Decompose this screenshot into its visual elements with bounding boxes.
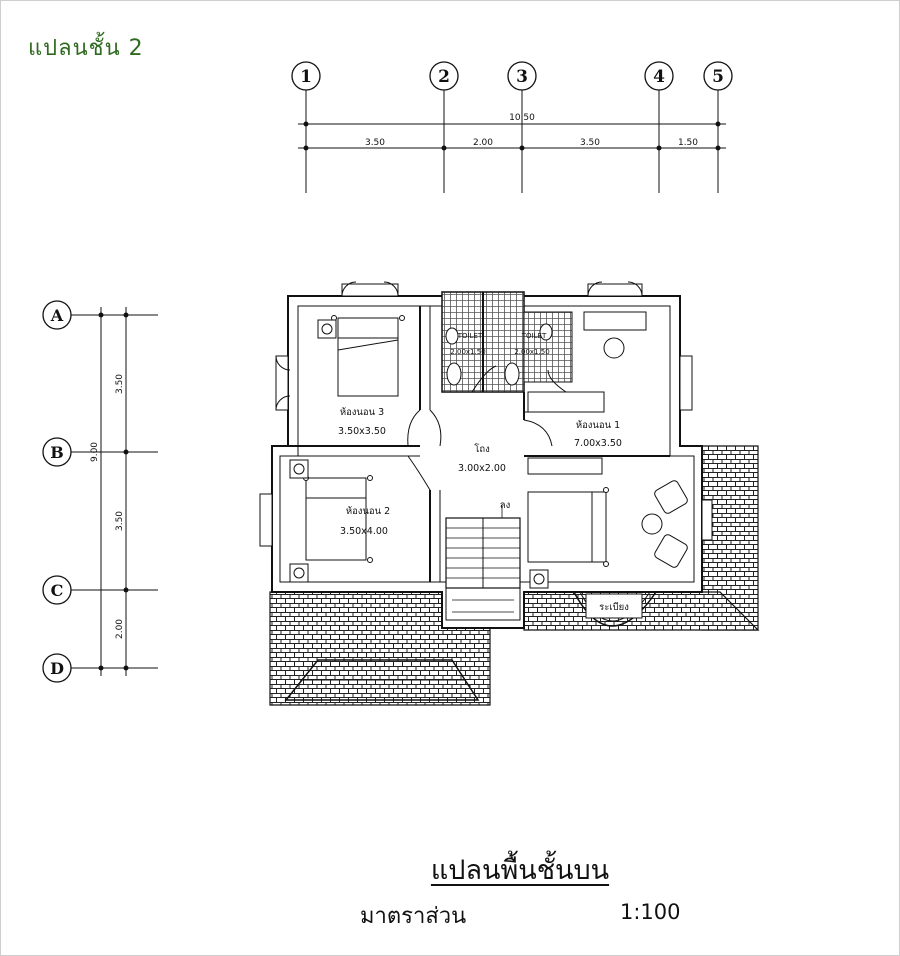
- row-label-d: D: [50, 659, 64, 678]
- row-label-c: C: [50, 581, 64, 600]
- dim-horizontal-total: 10.50: [509, 113, 535, 123]
- room-name-bedroom-3: ห้องนอน 3: [339, 407, 385, 418]
- balcony-label: ระเบียง: [599, 602, 629, 613]
- column-label-1: 1: [300, 67, 312, 87]
- toilet-2-label: TOILET: [521, 332, 547, 340]
- column-label-4: 4: [653, 67, 665, 87]
- column-bubbles: [292, 62, 732, 90]
- room-size-bedroom-1: 7.00x3.50: [574, 438, 622, 449]
- scale-value: 1:100: [620, 900, 681, 924]
- row-label-b: B: [50, 443, 64, 462]
- scale-label: มาตราส่วน: [360, 904, 467, 929]
- dim-v-seg-2: 3.50: [115, 510, 125, 532]
- room-size-hall: 3.00x2.00: [458, 463, 506, 474]
- stair-label: ลง: [499, 500, 511, 511]
- dim-v-seg-1: 3.50: [115, 373, 125, 395]
- column-axes: [298, 90, 726, 193]
- dim-v-seg-3: 2.00: [115, 618, 125, 640]
- toilet-1-size: 2.00x1.50: [450, 348, 486, 356]
- room-name-bedroom-1: ห้องนอน 1: [575, 420, 621, 431]
- toilet-1-label: TOILET: [457, 332, 483, 340]
- column-label-5: 5: [712, 67, 724, 87]
- room-name-hall: โถง: [474, 444, 490, 455]
- row-axes: [70, 307, 158, 676]
- dim-h-seg-1: 3.50: [364, 138, 386, 148]
- dim-h-seg-2: 2.00: [472, 138, 494, 148]
- header-title: แปลนชั้น 2: [28, 36, 144, 61]
- dim-h-seg-3: 3.50: [579, 138, 601, 148]
- dim-vertical-total: 9.00: [90, 441, 100, 463]
- toilet-2-size: 2.00x1.50: [514, 348, 550, 356]
- plan-title: แปลนพื้นชั้นบน: [430, 855, 610, 886]
- room-name-bedroom-2: ห้องนอน 2: [345, 506, 391, 517]
- room-size-bedroom-3: 3.50x3.50: [338, 426, 386, 437]
- row-bubbles: [43, 301, 71, 682]
- dim-h-seg-4: 1.50: [677, 138, 699, 148]
- column-label-2: 2: [438, 67, 450, 87]
- row-label-a: A: [50, 306, 64, 325]
- column-label-3: 3: [516, 67, 528, 87]
- room-size-bedroom-2: 3.50x4.00: [340, 526, 388, 537]
